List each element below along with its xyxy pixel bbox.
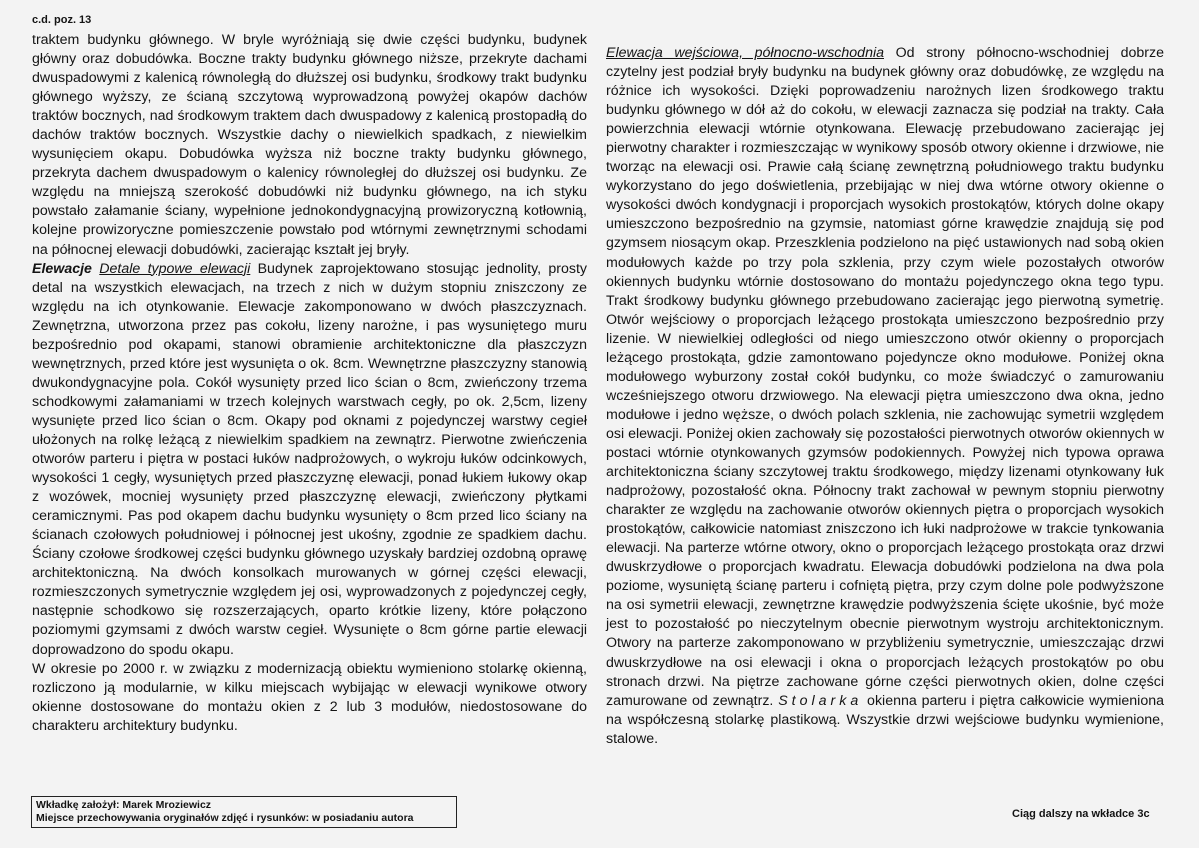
typical-details-subheading: Detale typowe elewacji [99, 260, 251, 277]
entrance-elevation-text: Od strony północno-wschodniej dobrze czytelny jest podział bryły budynku na budynek główny oraz dobudówkę, ze względu na różnice ich wysokości. Dzięki poprowadzeniu narożnych lizen środkowego traktu budynku głównego w dół aż do cokołu, w elewacji zaznacza się podział na trakty. Cała powierzchnia elewacji wtórnie otynkowana. Elewację przebudowano zacierając jej pierwotny charakter i rozmieszczając w wynikowy sposób otwory okienne i drzwiowe, nie tworząc na elewacji osi. Prawie całą ścianę zewnętrzną południowego traktu budynku wykorzystano do jego doświetlenia, przebijając w niej dwa wtórne otwory okienne o wysokości dwóch kondygnacji i proporcjach wysokich prostokątów, których dolne okapy umieszczono bezpośrednio na gzymsie, natomiast górne krawędzie znajdują się pod gzymsem niosącym okap. Przeszklenia podzielono na pięć ustawionych nad sobą okien modułowych każde po trzy pola szklenia, przy czym wiele pozostałych otworów okiennych budynku wtórnie dostosowano do montażu pojedynczego okna tego typu. Trakt środkowy budynku głównego przebudowano zacierając jego pierwotną symetrię. Otwór wejściowy o proporcjach leżącego prostokąta umieszczono bezpośrednio przy lizenie. W niewielkiej odległości od niego umieszczono otwór okienny o proporcjach leżącego prostokąta, gdzie zamontowano pojedyncze okno modułowe. Poniżej okna modułowego wyburzony został cokół budynku, co może świadczyć o zamurowaniu wcześniejszego otworu drzwiowego. Na elewacji piętra umieszczono dwa okna, jedno modułowe i jedno węższe, o dwóch polach szklenia, nie zachowując symetrii względem osi elewacji. Poniżej okien zachowały się pozostałości pierwotnych otworów okiennych w postaci wtórnie otynkowanych gzymsów podokiennych. Powyżej nich typowa oprawa architektoniczna ściany szczytowej traktu środkowego, między lizenami otynkowany łuk nadprożowy, pozostałość okna. Północny trakt zachował w pewnym stopniu pierwotny charakter ze względu na zachowanie otworów okiennych piętra o proporcjach wysokich prostokątów, całkowicie natomiast zniszczono ich łuki nadprożowe w trakcie tynkowania elewacji. Na parterze wtórne otwory, okno o proporcjach leżącego prostokąta oraz drzwi dwuskrzydłowe o proporcjach kwadratu. Elewacja dobudówki podzielona na dwa pola poziome, wysuniętą ścianę parteru i cofniętą piętra, przy czym dolne pole podwyższone na osi symetrii elewacji, zewnętrzne krawędzie podwyższenia ścięte ukośnie, być może jest to pozostałość po nieczytelnym obecnie pierwotnym wystroju architektonicznym. Otwory na parterze zakomponowano w przybliżeniu symetrycznie, umieszczając drzwi dwuskrzydłowe na osi elewacji i okna o proporcjach leżących prostokątów po obu stronach drzwi. Na piętrze zachowane górne części pierwotnych okien, dolne części zamurowane od zewnątrz. [606, 45, 1164, 709]
elevations-text: Budynek zaprojektowano stosując jednolity, prosty detal na wszystkich elewacjach, na trzech z nich w dużym stopniu zniszczony ze względu na ich otynkowanie. Elewacje zakomponowano w dwóch płaszczyznach. Zewnętrzna, utworzona przez pas cokołu, lizeny narożne, i pas wysuniętego muru bezpośrednio pod okapami, stanowi obramienie architektoniczne dla płaszczyzn wewnętrznych, przed które jest wysunięta o ok. 8cm. Wewnętrzne płaszczyzny stanowią dwukondygnacyjne pola. Cokół wysunięty przed lico ścian o 8cm, zwieńczony trzema schodkowymi załamaniami w trzech kolejnych warstwach cegły, po ok. 2,5cm, lizeny wysunięte przed lico ścian o 8cm. Okapy pod oknami z pojedynczej warstwy cegieł ułożonych na rolkę leżącą z niewielkim spadkiem na zewnątrz. Pierwotne zwieńczenia otworów parteru i piętra w postaci łuków nadprożowych, o wykroju łuków odcinkowych, wysokości 1 cegły, wysuniętych przed płaszczyznę elewacji, ponad łukiem łukowy okap z wozówek, mocniej wysunięty przed płaszczyznę elewacji, zwieńczony płytkami ceramicznymi. Pas pod okapem dachu budynku wysunięty o 8cm przed lico ściany na ścianach czołowych południowej i północnej jest ukośny, zgodnie ze spadkiem dachu. Ściany czołowe środkowej części budynku głównego uzyskały bardziej ozdobną oprawę architektoniczną. Na dwóch konsolkach murowanych w górnej części elewacji, rozmieszczonych symetrycznie względem jej osi, wyprowadzonych z pojedynczej cegły, następnie schodkowo się rozszerzających, oparto krótkie lizeny, które połączono poziomymi gzymsami z dwóch warstw cegieł. Wysunięte o 8cm górne partie elewacji doprowadzono do spodu okapu. [32, 260, 587, 658]
modernization-paragraph: W okresie po 2000 r. w związku z modernizacją obiektu wymieniono stolarkę okienną, rozliczono ją modularnie, w kilku miejscach wybijając w elewacji wynikowe otwory okienne dostosowane do montażu okien z 2 lub 3 modułów, niedostosowane do charakteru architektury budynku. [32, 660, 587, 734]
entrance-elevation-paragraph [606, 44, 1164, 749]
elevations-paragraph [32, 260, 587, 660]
left-column [32, 31, 587, 736]
continued-note: Ciąg dalszy na wkładce 3c [1012, 808, 1150, 820]
author-info-box [31, 796, 457, 828]
joinery-text: okienna parteru i piętra całkowicie wymieniona na współczesną stolarkę plastikową. Wszystkie drzwi wejściowe budynku wymienione, stalowe. [606, 692, 1165, 747]
building-massing-paragraph: traktem budynku głównego. W bryle wyróżniają się dwie części budynku, budynek główny oraz dobudówka. Boczne trakty budynku głównego niższe, przekryte dachami dwuspadowymi z kalenicą równoległą do dłuższej osi budynku, środkowy trakt budynku głównego wyższy, ze ścianą szczytową wyprowadzoną powyżej okapów dachów traktów bocznych, nad środkowym traktem dach dwuspadowy z kalenicą prostopadłą do dachów traktów bocznych. Wszystkie dachy o niewielkich spadkach, z niewielkim wysunięciem okapu. Dobudówka wyższa niż boczne trakty budynku głównego, przekryta dachem dwuspadowym o kalenicy równoległej do dłuższej osi budynku. Ze względu na mniejszą szerokość dobudówki niż budynku głównego, na ich styku powstało załamanie ściany, wypełnione jednokondygnacyjną prowizoryczną kotłownią, kolejne prowizoryczne pomieszczenie powstało pod wtórnymi zewnętrznymi schodami na północnej elewacji dobudówki, zacierając kształt jej bryły. [32, 32, 587, 258]
joinery-keyword: Stolarka [778, 692, 863, 709]
author-line: Wkładkę założył: Marek Mroziewicz [36, 799, 212, 811]
entrance-elevation-subheading: Elewacja wejściowa, północno-wschodnia [606, 45, 884, 61]
position-label: c.d. poz. 13 [32, 14, 92, 26]
elevations-heading: Elewacje [32, 260, 92, 277]
storage-line: Miejsce przechowywania oryginałów zdjęć i rysunków: w posiadaniu autora [36, 812, 414, 824]
right-column [606, 44, 1164, 749]
